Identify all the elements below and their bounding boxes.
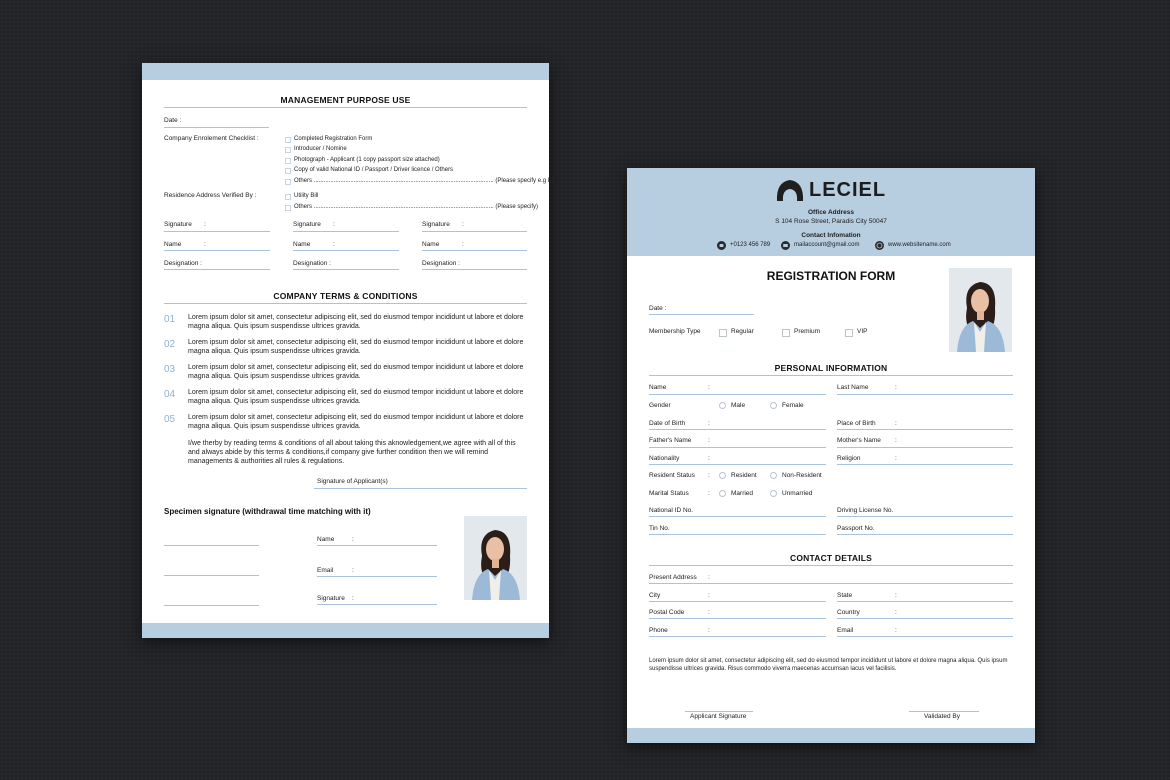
present-address-field[interactable]: [649, 583, 1013, 584]
name-label: Name: [649, 384, 667, 391]
email-text: mailaccount@gmail.com: [794, 242, 860, 248]
signature-label: Signature: [422, 221, 450, 228]
website-text: www.websitename.com: [888, 242, 951, 248]
applicant-signature-field[interactable]: [314, 488, 527, 489]
signature-field[interactable]: [293, 231, 399, 232]
passport-field[interactable]: [837, 534, 1013, 535]
term-text: Lorem ipsum dolor sit amet, consectetur adipiscing elit, sed do eiusmod tempor incididunt ut labore et dolore magna aliqua. Quis ipsum suspendisse ultrices gravida.: [188, 389, 524, 405]
terms-form-page: MANAGEMENT PURPOSE USE Date : Company Enrolement Checklist : Completed Registration Form Introducer / Nomine Photograph - Applicant (1 copy passport size attached) Copy of valid National ID / Passport / Driver licence / Others Others ............................................................................................................ (Please specify e.g ID) Residence Address Verified By : Utility Bill Others ............................................................................................................ (Please specify) Signature : Name : Designation : Signature : Name : Designation : Signature : Name : Designation : COMPANY TERMS & CONDITIONS 01 Lorem ipsum dolor sit amet, consectetur adipiscing elit, sed do eiusmod tempor incididunt ut labore et dolore magna aliqua. Quis ipsum suspendisse ultrices gravida. 02 Lorem ipsum dolor sit amet, consectetur adipiscing elit, sed do eiusmod tempor incididunt ut labore et dolore magna aliqua. Quis ipsum suspendisse ultrices gravida. 03 Lorem ipsum dolor sit amet, consectetur adipiscing elit, sed do eiusmod tempor incididunt ut labore et dolore magna aliqua. Quis ipsum suspendisse ultrices gravida. 04 Lorem ipsum dolor sit amet, consectetur adipiscing elit, sed do eiusmod tempor incididunt ut labore et dolore magna aliqua. Quis ipsum suspendisse ultrices gravida. 05 Lorem ipsum dolor sit amet, consectetur adipiscing elit, sed do eiusmod tempor incididunt ut labore et dolore magna aliqua. Quis ipsum suspendisse ultrices gravida. I/we therby by reading terms & conditions of all about taking this aknowledgement,we agree with all of this and always abide by this terms & conditions,if company give further condition then we will remind managements & authorities all rules & regulations. Signature of Applicant(s) Specimen signature (withdrawal time matching with it) Name : Email : Signature :: [142, 63, 549, 638]
phone-icon: [717, 241, 726, 250]
address-verified-label: Residence Address Verified By :: [164, 192, 257, 199]
tin-field[interactable]: [649, 534, 826, 535]
term-number: 02: [164, 339, 176, 350]
national-id-field[interactable]: [649, 516, 826, 517]
term-text: Lorem ipsum dolor sit amet, consectetur adipiscing elit, sed do eiusmod tempor incididunt ut labore et dolore magna aliqua. Quis ipsum suspendisse ultrices gravida.: [188, 364, 524, 380]
designation-label: Designation :: [164, 260, 202, 267]
designation-label: Designation :: [293, 260, 331, 267]
country-label: Country: [837, 609, 860, 616]
applicant-signature-field[interactable]: [685, 711, 753, 712]
religion-label: Religion: [837, 455, 861, 462]
marital-option: Unmarried: [782, 490, 813, 497]
resident-radio[interactable]: [719, 472, 726, 479]
name-label: Name: [422, 241, 440, 248]
name-field[interactable]: [293, 250, 399, 251]
driving-license-field[interactable]: [837, 516, 1013, 517]
checklist-label: Company Enrolement Checklist :: [164, 135, 259, 142]
designation-label: Designation :: [422, 260, 460, 267]
specimen-signature-line-3[interactable]: [164, 605, 259, 606]
management-title: MANAGEMENT PURPOSE USE: [280, 95, 411, 105]
date-label: Date :: [649, 305, 667, 312]
footer-text: Lorem ipsum dolor sit amet, consectetur adipiscing elit, sed do eiusmod tempor incididunt ut labore et dolore magna aliqua. Quis ipsum suspendisse ultrices gravida. Risus commodo viverra maecenas accumsan lacus vel facilisis.: [649, 658, 1008, 672]
applicant-signature-label: Signature of Applicant(s): [317, 478, 388, 485]
name-field[interactable]: [422, 250, 527, 251]
resident-option: Resident: [731, 472, 757, 479]
term-number: 01: [164, 314, 176, 325]
term-text: Lorem ipsum dolor sit amet, consectetur adipiscing elit, sed do eiusmod tempor incididunt ut labore et dolore magna aliqua. Quis ipsum suspendisse ultrices gravida.: [188, 314, 524, 330]
membership-regular-checkbox[interactable]: [719, 329, 727, 337]
membership-premium-checkbox[interactable]: [782, 329, 790, 337]
gender-male-radio[interactable]: [719, 402, 726, 409]
father-name-field[interactable]: [649, 447, 826, 448]
unmarried-radio[interactable]: [770, 490, 777, 497]
nationality-label: Nationality: [649, 455, 680, 462]
pob-label: Place of Birth: [837, 420, 876, 427]
signature-field[interactable]: [164, 231, 270, 232]
terms-title: COMPANY TERMS & CONDITIONS: [273, 291, 418, 301]
date-field[interactable]: [164, 127, 269, 128]
registration-form-page: LECIEL Office Address S 104 Rose Street, Paradis City 50047 Contact Infomation +0123 456 789 mailaccount@gmail.com www.websitename.com REGISTRATION FORM Date : Membership Type Regular Premium VIP PERSONAL INFORMATION Name : Last Name : Gender Male Female Date of Birth : Place of Birth : Father's Name : Mother's Name : Nationality : Religion : Resident Status : Resident Non-Resident Marital Status : Married Unmarried National ID No. Driving License No. Tin No. Passport No. CONTACT DETAILS Present Address : City : State : Postal Code : Country : Phone : Email : Lorem ipsum dolor sit amet, consectetur adipiscing elit, sed do eiusmod tempor incididunt ut labore et dolore magna aliqua. Quis ipsum suspendisse ultrices gravida. Risus commodo viverra maecenas accumsan lacus vel facilisis. Applicant Signature Validated By: [627, 168, 1035, 743]
specimen-signature-field[interactable]: [317, 604, 437, 605]
term-number: 05: [164, 414, 176, 425]
applicant-signature-label: Applicant Signature: [690, 713, 747, 720]
membership-option: VIP: [857, 328, 868, 335]
specimen-title: Specimen signature (withdrawal time matching with it): [164, 507, 371, 516]
gender-label: Gender: [649, 402, 671, 409]
globe-icon: [875, 241, 884, 250]
checklist-item: Copy of valid National ID / Passport / Driver licence / Others: [294, 167, 454, 173]
others-checkbox[interactable]: [285, 205, 291, 211]
bottom-band: [627, 728, 1035, 743]
personal-info-title: PERSONAL INFORMATION: [774, 363, 888, 373]
designation-field[interactable]: [422, 269, 527, 270]
term-number: 03: [164, 364, 176, 375]
specimen-signature-line-1[interactable]: [164, 545, 259, 546]
dob-label: Date of Birth: [649, 420, 686, 427]
applicant-photo: [464, 516, 527, 600]
specimen-email-label: Email: [317, 567, 334, 574]
membership-label: Membership Type: [649, 328, 701, 335]
passport-label: Passport No.: [837, 525, 875, 532]
religion-field[interactable]: [837, 464, 1013, 465]
applicant-photo: [949, 268, 1012, 352]
bottom-band: [142, 623, 549, 638]
phone-field[interactable]: [649, 636, 826, 637]
email-label: Email: [837, 627, 854, 634]
designation-field[interactable]: [164, 269, 270, 270]
marital-option: Married: [731, 490, 754, 497]
tin-label: Tin No.: [649, 525, 670, 532]
driving-license-label: Driving License No.: [837, 507, 894, 514]
mother-name-field[interactable]: [837, 447, 1013, 448]
validated-by-label: Validated By: [924, 713, 961, 720]
office-address: S 104 Rose Street, Paradis City 50047: [775, 218, 887, 225]
checklist-checkbox-1[interactable]: [285, 137, 291, 143]
contact-info-label: Contact Infomation: [801, 232, 861, 239]
last-name-label: Last Name: [837, 384, 869, 391]
state-field[interactable]: [837, 601, 1013, 602]
checklist-item: Photograph - Applicant (1 copy passport size attached): [294, 157, 440, 163]
membership-option: Regular: [731, 328, 754, 335]
signature-label: Signature: [293, 221, 321, 228]
name-label: Name: [164, 241, 182, 248]
present-address-label: Present Address: [649, 574, 697, 581]
designation-field[interactable]: [293, 269, 399, 270]
specimen-signature-line-2[interactable]: [164, 575, 259, 576]
name-field[interactable]: [649, 394, 826, 395]
contact-details-title: CONTACT DETAILS: [789, 553, 872, 563]
email-field[interactable]: [837, 636, 1013, 637]
address-item: Others ............................................................................................................ (Please specify): [294, 204, 539, 210]
brand-name: LECIEL: [809, 179, 887, 201]
checklist-item: Completed Registration Form: [294, 136, 373, 142]
signature-label: Signature: [164, 221, 192, 228]
nationality-field[interactable]: [649, 464, 826, 465]
name-field[interactable]: [164, 250, 270, 251]
specimen-signature-label: Signature: [317, 595, 345, 602]
term-text: Lorem ipsum dolor sit amet, consectetur adipiscing elit, sed do eiusmod tempor incididunt ut labore et dolore magna aliqua. Quis ipsum suspendisse ultrices gravida.: [188, 339, 524, 355]
city-field[interactable]: [649, 601, 826, 602]
pob-field[interactable]: [837, 429, 1013, 430]
checklist-checkbox-3[interactable]: [285, 158, 291, 164]
married-radio[interactable]: [719, 490, 726, 497]
office-address-label: Office Address: [808, 209, 854, 216]
gender-option: Male: [731, 402, 746, 409]
state-label: State: [837, 592, 853, 599]
date-label: Date :: [164, 117, 182, 124]
signature-field[interactable]: [422, 231, 527, 232]
membership-option: Premium: [794, 328, 821, 335]
checklist-checkbox-5[interactable]: [285, 179, 291, 185]
logo-icon: [776, 178, 804, 202]
address-item: Utility Bill: [294, 193, 319, 199]
marital-status-label: Marital Status: [649, 490, 689, 497]
name-label: Name: [293, 241, 311, 248]
date-field[interactable]: [649, 314, 754, 315]
mother-name-label: Mother's Name: [837, 437, 881, 444]
postal-code-label: Postal Code: [649, 609, 685, 616]
postal-code-field[interactable]: [649, 618, 826, 619]
checklist-item: Introducer / Nomine: [294, 146, 347, 152]
membership-vip-checkbox[interactable]: [845, 329, 853, 337]
resident-option: Non-Resident: [782, 472, 822, 479]
checklist-item: Others ............................................................................................................ (Please specify e.g ID): [294, 178, 556, 184]
phone-label: Phone: [649, 627, 668, 634]
phone-text: +0123 456 789: [730, 242, 771, 248]
brand-logo: [776, 178, 886, 202]
utility-bill-checkbox[interactable]: [285, 194, 291, 200]
gender-option: Female: [782, 402, 804, 409]
checklist-checkbox-4[interactable]: [285, 168, 291, 174]
term-text: Lorem ipsum dolor sit amet, consectetur adipiscing elit, sed do eiusmod tempor incididunt ut labore et dolore magna aliqua. Quis ipsum suspendisse ultrices gravida.: [188, 414, 524, 430]
email-icon: [781, 241, 790, 250]
last-name-field[interactable]: [837, 394, 1013, 395]
term-number: 04: [164, 389, 176, 400]
national-id-label: National ID No.: [649, 507, 694, 514]
gender-female-radio[interactable]: [770, 402, 777, 409]
top-band: [142, 63, 549, 80]
father-name-label: Father's Name: [649, 437, 692, 444]
specimen-name-field[interactable]: [317, 545, 437, 546]
specimen-name-label: Name: [317, 536, 335, 543]
agreement-text: I/we therby by reading terms & conditions of all about taking this aknowledgement,we agree with all of this and always abide by this terms & conditions,if company give further condition then we will remind managements & authorities all rules & regulations.: [188, 440, 516, 465]
specimen-email-field[interactable]: [317, 576, 437, 577]
non-resident-radio[interactable]: [770, 472, 777, 479]
form-title: REGISTRATION FORM: [766, 269, 896, 283]
validated-by-field[interactable]: [909, 711, 979, 712]
checklist-checkbox-2[interactable]: [285, 147, 291, 153]
city-label: City: [649, 592, 661, 599]
country-field[interactable]: [837, 618, 1013, 619]
dob-field[interactable]: [649, 429, 826, 430]
resident-status-label: Resident Status: [649, 472, 695, 479]
